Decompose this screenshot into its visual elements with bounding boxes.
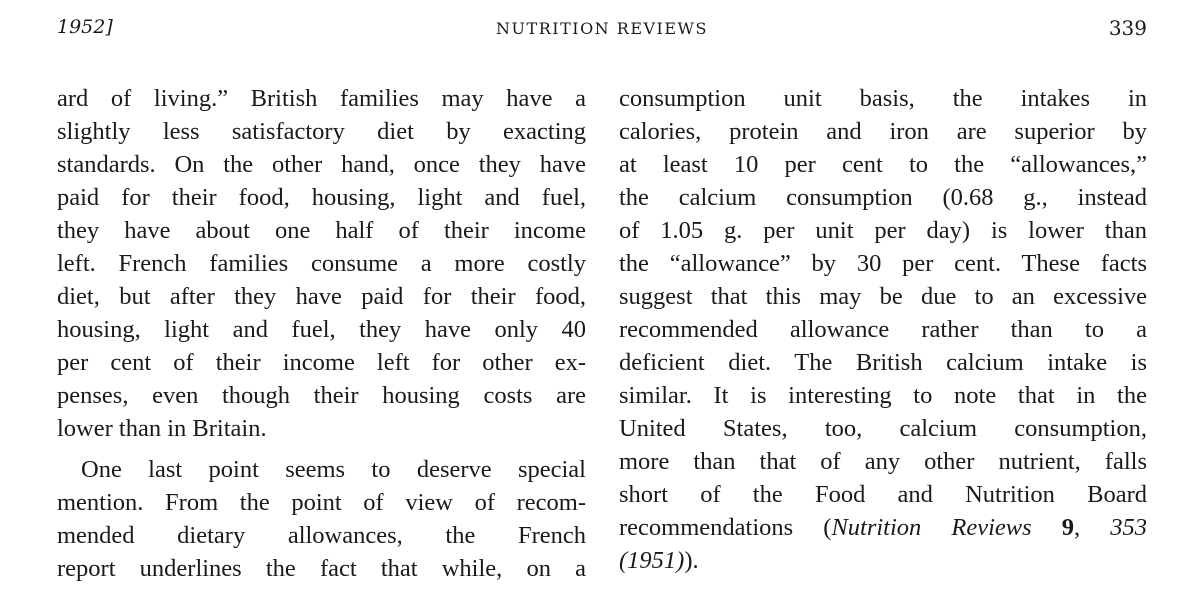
text-line: recommended allowance rather than to a (619, 316, 1147, 343)
text-line: calories, protein and iron are superior by (619, 118, 1147, 145)
citation-year: (1951) (619, 547, 685, 574)
citation-end-line (619, 544, 1147, 577)
running-header (57, 16, 1147, 46)
text-line: standards. On the other hand, once they have (57, 151, 586, 178)
text-line: the calcium consumption (0.68 g., instead (619, 184, 1147, 211)
text-line: short of the Food and Nutrition Board (619, 481, 1147, 508)
text-line: housing, light and fuel, they have only 40 (57, 316, 586, 343)
text-line: consumption unit basis, the intakes in (619, 85, 1147, 112)
citation-volume: 9 (1061, 514, 1075, 541)
text-line: slightly less satisfactory diet by exacting (57, 118, 586, 145)
citation-prefix: recommendations ( (619, 514, 832, 541)
header-year: 1952] (57, 16, 113, 38)
text-line: diet, but after they have paid for their food, (57, 283, 586, 310)
citation-line: recommendations (Nutrition Reviews 9, 353 (619, 514, 1148, 541)
text-line: One last point seems to deserve special (81, 456, 586, 483)
right-column (619, 82, 1147, 577)
citation-close: ). (684, 547, 699, 574)
text-line: mention. From the point of view of recom- (57, 489, 586, 516)
text-line: suggest that this may be due to an excessive (619, 283, 1147, 310)
citation-page: 353 (1110, 514, 1148, 541)
text-line: per cent of their income left for other ex- (57, 349, 586, 376)
text-line: ard of living.” British families may have a (57, 85, 586, 112)
text-line: deficient diet. The British calcium intake is (619, 349, 1147, 376)
text-line: left. French families consume a more costly (57, 250, 586, 277)
text-line: report underlines the fact that while, on a (57, 555, 586, 582)
header-journal-title: NUTRITION REVIEWS (496, 19, 708, 38)
paragraph (57, 453, 586, 585)
text-line: they have about one half of their income (57, 217, 586, 244)
text-line: the “allowance” by 30 per cent. These facts (619, 250, 1147, 277)
text-line: lower than in Britain. (57, 415, 267, 442)
citation-journal: Nutrition Reviews (831, 514, 1032, 541)
text-line: at least 10 per cent to the “allowances,” (619, 151, 1147, 178)
text-line: United States, too, calcium consumption, (619, 415, 1147, 442)
text-line: penses, even though their housing costs are (57, 382, 586, 409)
text-line: paid for their food, housing, light and fuel, (57, 184, 586, 211)
text-line: mended dietary allowances, the French (57, 522, 586, 549)
text-line: more than that of any other nutrient, falls (619, 448, 1147, 475)
paragraph (57, 82, 586, 445)
text-line: similar. It is interesting to note that in the (619, 382, 1147, 409)
left-column (57, 82, 586, 585)
header-page-number: 339 (1108, 16, 1147, 40)
text-line: of 1.05 g. per unit per day) is lower than (619, 217, 1147, 244)
